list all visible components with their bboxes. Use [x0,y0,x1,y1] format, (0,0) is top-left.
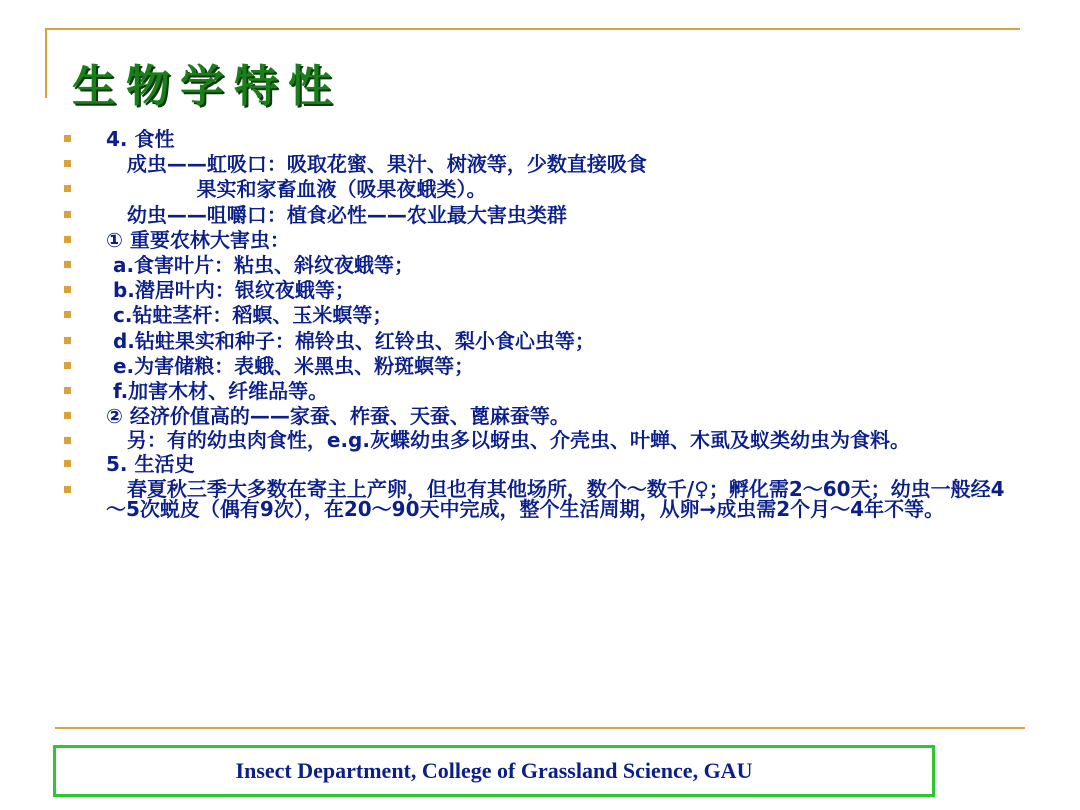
list-item [64,178,1020,200]
list-item [64,405,1020,427]
footer-text: Insect Department, College of Grassland Science, GAU [235,758,753,783]
item-text: b.潜居叶内：银纹夜蛾等； [106,278,355,303]
footer-box [53,745,935,797]
list-item [64,380,1020,402]
bullet-square-icon [64,460,71,467]
item-text: 4. 食性 [106,127,175,151]
list-item [64,128,1020,150]
left-rule [45,28,47,98]
top-rule [45,28,1020,30]
item-text: f.加害木材、纤维品等。 [106,378,329,403]
content-list [64,128,1020,522]
bullet-square-icon [64,135,71,142]
list-item [64,355,1020,377]
slide-title: 生物学特性 [72,61,342,112]
list-item [64,330,1020,352]
list-item [64,304,1020,326]
bullet-square-icon [64,437,71,444]
item-text: ① 重要农林大害虫： [106,227,290,252]
bottom-rule [55,727,1025,729]
bullet-square-icon [64,412,71,419]
item-text: a.食害叶片：粘虫、斜纹夜蛾等； [106,252,415,277]
list-item [64,476,1020,521]
item-text: ② 经济价值高的——家蚕、柞蚕、天蚕、蓖麻蚕等。 [106,404,570,429]
item-text: 幼虫——咀嚼口：植食必性——农业最大害虫类群 [106,202,567,227]
item-text: c.钻蛀茎杆：稻螟、玉米螟等； [106,303,393,328]
list-item [64,453,1020,475]
list-item [64,254,1020,276]
bullet-square-icon [64,160,71,167]
bullet-square-icon [64,211,71,218]
bullet-square-icon [64,311,71,318]
bullet-square-icon [64,362,71,369]
bullet-square-icon [64,486,71,493]
bullet-square-icon [64,185,71,192]
item-text: 成虫——虹吸口：吸取花蜜、果汁、树液等，少数直接吸食 [106,152,647,177]
list-item [64,428,1020,453]
list-item [64,153,1020,175]
bullet-square-icon [64,387,71,394]
item-text: d.钻蛀果实和种子：棉铃虫、红铃虫、梨小食心虫等； [106,328,595,353]
item-text: 果实和家畜血液（吸果夜蛾类）。 [106,177,487,202]
item-text: 5. 生活史 [106,452,195,477]
bullet-square-icon [64,337,71,344]
list-item [64,279,1020,301]
bullet-square-icon [64,286,71,293]
bullet-square-icon [64,236,71,243]
item-text: e.为害储粮：表蛾、米黑虫、粉斑螟等； [106,353,475,378]
item-text: 春夏秋三季大多数在寄主上产卵，但也有其他场所，数个～数千/♀；孵化需2～60天；幼虫一般经4～5次蜕皮（偶有9次），在20～90天中完成，整个生活周期，从卵→成虫需2个月～4年不等。 [106,476,1005,521]
item-text: 另：有的幼虫肉食性，e.g.灰蝶幼虫多以蚜虫、介壳虫、叶蝉、木虱及蚁类幼虫为食料。 [106,428,910,453]
list-item [64,229,1020,251]
list-item [64,204,1020,226]
bullet-square-icon [64,261,71,268]
